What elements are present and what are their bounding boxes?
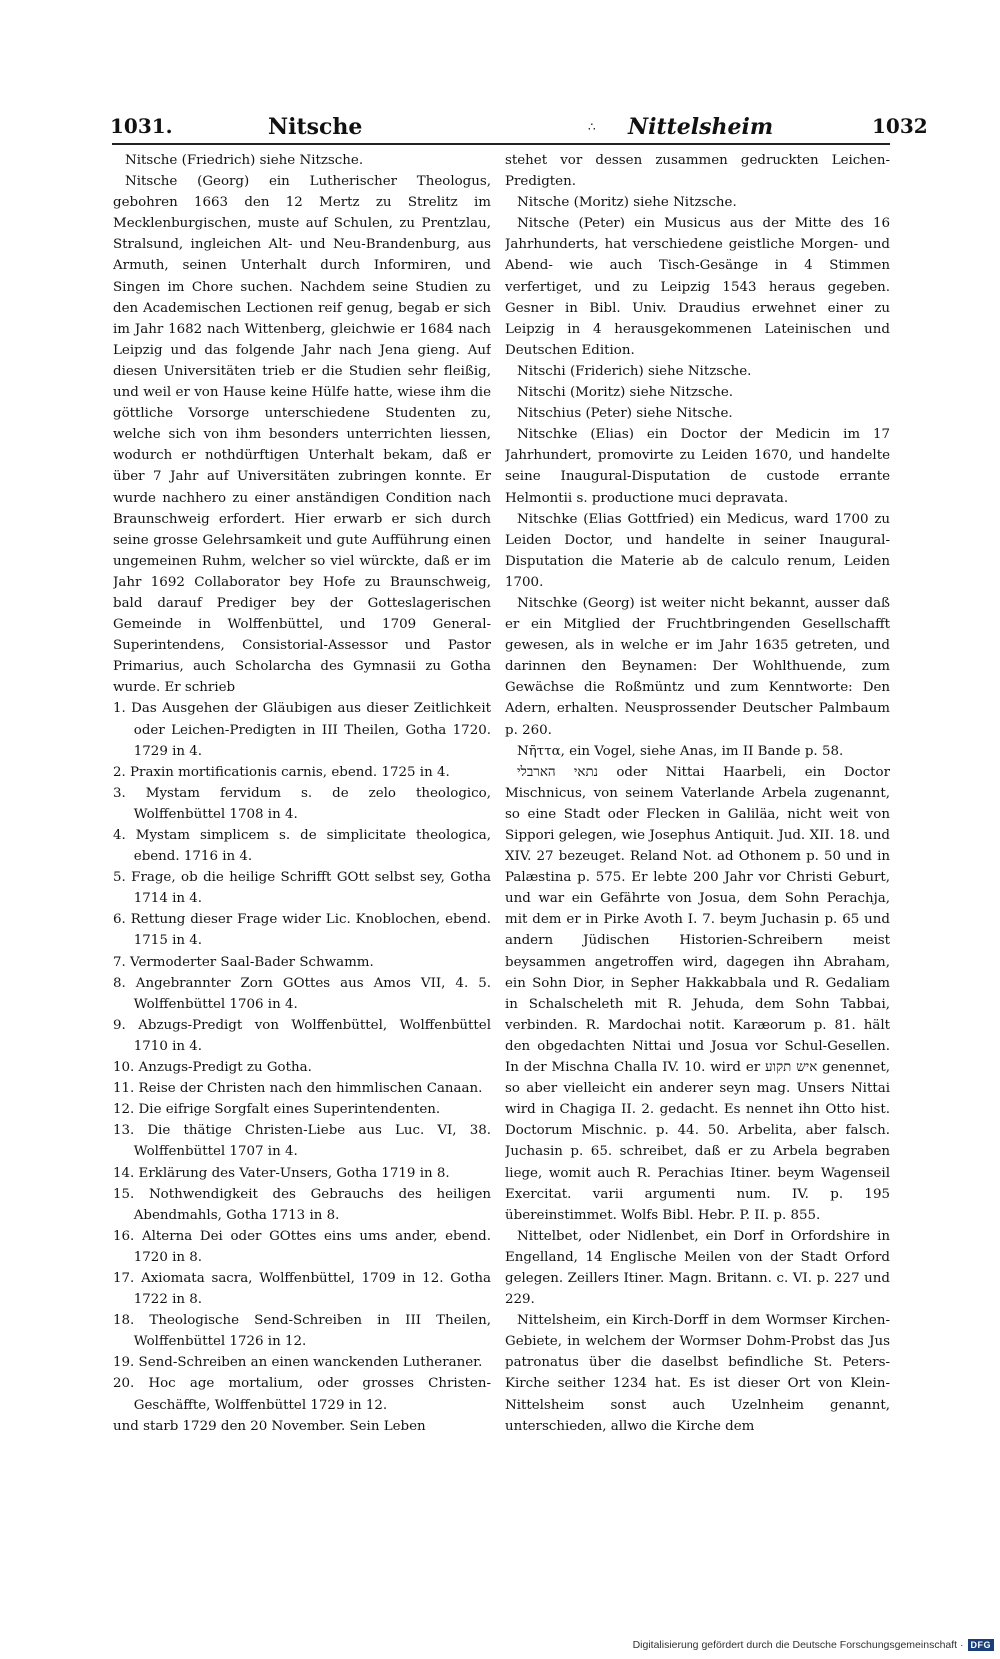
entry-paragraph: Nitschius (Peter) siehe Nitsche.: [517, 406, 733, 422]
entry-paragraph: Nitschke (Elias) ein Doctor der Medicin im 17 Jahrhundert, promovirte zu Leiden 1670, und handelte seine Inaugural-Disputation de custode errante Helmontii s. productione muci depravata.: [505, 427, 890, 506]
running-headword-right: Nittelsheim: [628, 114, 774, 140]
entry-paragraph: Nitsche (Friedrich) siehe Nitzsche.: [125, 153, 364, 168]
work-list-item: 8. Angebrannter Zorn GOttes aus Amos VII, 4. 5. Wolffenbüttel 1706 in 4.: [113, 975, 491, 1012]
entry-paragraph: Νῆττα, ein Vogel, siehe Anas, im II Bande p. 58.: [517, 743, 844, 759]
work-list-item: 10. Anzugs-Predigt zu Gotha.: [113, 1060, 312, 1076]
entry-paragraph: Nitschke (Georg) ist weiter nicht bekannt, ausser daß er ein Mitglied der Fruchtbringenden Gesellschafft gewesen, als in welche er im Jahr 1635 getreten, und darinnen den Beynamen: Der Wohlthuende, zum Gewächse die Roßmüntz und zum Kenntworte: Den Adern, erhalten. Neusprossender Deutscher Palmbaum p. 260.: [505, 595, 890, 738]
entry-paragraph: Nittelsheim, ein Kirch-Dorff in dem Wormser Kirchen-Gebiete, in welchem der Wormser Dohm-Probst das Jus patronatus über die daselbst befindliche St. Peters-Kirche seither 1234 hat. Es ist dieser Ort von Klein-Nittelsheim sonst auch Uzelnheim genannt, unterschieden, allwo die Kirche dem: [505, 1313, 890, 1434]
work-list-item: 1. Das Ausgehen der Gläubigen aus dieser Zeitlichkeit oder Leichen-Predigten in III Theilen, Gotha 1720. 1729 in 4.: [113, 701, 491, 759]
work-list-item: 6. Rettung dieser Frage wider Lic. Knoblochen, ebend. 1715 in 4.: [113, 912, 491, 949]
right-column: [505, 150, 890, 1570]
entry-paragraph: נתאי הארבלי oder Nittai Haarbeli, ein Doctor Mischnicus, von seinem Vaterlande Arbela zugenannt, so eine Stadt oder Flecken in Galiläa, nicht weit von Sippori gelegen, wie Josephus Antiquit. Jud. XII. 18. und XIV. 27 bezeuget. Reland Not. ad Othonem p. 50 und in Palæstina p. 575. Er lebte 200 Jahr vor Christi Geburt, und war ein Gefährte von Josua, dem Sohn Perachja, mit dem er in Pirke Avoth I. 7. beym Juchasin p. 65 und andern Jüdischen Historien-Schreibern meist beysammen angetroffen wird, dagegen ihn Abraham, ein Sohn Dior, in Sepher Hakkabbala und R. Gedaliam in Schalscheleth mit R. Jehuda, dem Sohn Tabbai, verbinden. R. Mardochai notit. Karæorum p. 81. hält den obgedachten Nittai und Josua vor Schul-Gesellen. In der Mischna Challa IV. 10. wird er איש תקוע genennet, so aber vielleicht ein anderer seyn mag. Unsers Nittai wird in Chagiga II. 2. gedacht. Es nennet ihn Otto hist. Doctorum Mischnic. p. 44. 50. Arbelita, aber falsch. Juchasin p. 65. schreibet, daß er zu Arbela begraben liege, womit auch R. Perachias Itiner. beym Wagenseil Exercitat. varii argumenti num. IV. p. 195 übereinstimmet. Wolfs Bibl. Hebr. P. II. p. 855.: [505, 764, 890, 1223]
work-list-item: 18. Theologische Send-Schreiben in III Theilen, Wolffenbüttel 1726 in 12.: [113, 1313, 491, 1350]
entry-paragraph: Nitsche (Moritz) siehe Nitzsche.: [517, 195, 737, 211]
running-headword-left: Nitsche: [268, 114, 363, 140]
work-list-item: 15. Nothwendigkeit des Gebrauchs des heiligen Abendmahls, Gotha 1713 in 8.: [113, 1186, 491, 1223]
work-list-item: 9. Abzugs-Predigt von Wolffenbüttel, Wolffenbüttel 1710 in 4.: [113, 1017, 491, 1054]
entry-paragraph: Nitschi (Moritz) siehe Nitzsche.: [517, 385, 734, 401]
page-number-right: 1032: [872, 114, 928, 138]
work-list-item: 12. Die eifrige Sorgfalt eines Superintendenten.: [113, 1102, 441, 1118]
entry-paragraph: Nitsche (Peter) ein Musicus aus der Mitte des 16 Jahrhunderts, hat verschiedene geistliche Morgen- und Abend- wie auch Tisch-Gesänge in 4 Stimmen verfertiget, und zu Leipzig 1543 heraus gegeben. Gesner in Bibl. Univ. Draudius erwehnet einer zu Leipzig in 4 herausgekommenen Lateinischen und Deutschen Edition.: [505, 216, 890, 358]
header-ornament: ∴: [588, 120, 596, 134]
dfg-logo: DFG: [968, 1639, 995, 1651]
header-rule: [112, 143, 890, 145]
page-number-left: 1031.: [110, 114, 173, 138]
funding-credit: Digitalisierung gefördert durch die Deutsche Forschungsgemeinschaft ·: [632, 1639, 964, 1651]
digitization-footer: [633, 1637, 994, 1653]
work-list-item: 5. Frage, ob die heilige Schrifft GOtt selbst sey, Gotha 1714 in 4.: [113, 870, 491, 907]
entry-continuation: stehet vor dessen zusammen gedruckten Leichen-Predigten.: [505, 153, 890, 190]
entry-paragraph: Nitschke (Elias Gottfried) ein Medicus, ward 1700 zu Leiden Doctor, und handelte in seiner Inaugural-Disputation die Materie ab de calculo renum, Leiden 1700.: [505, 511, 890, 590]
work-list-item: 14. Erklärung des Vater-Unsers, Gotha 1719 in 8.: [113, 1165, 450, 1181]
work-list-item: 4. Mystam simplicem s. de simplicitate theologica, ebend. 1716 in 4.: [113, 828, 491, 865]
entry-paragraph: Nittelbet, oder Nidlenbet, ein Dorf in Orfordshire in Engelland, 14 Englische Meilen von der Stadt Orford gelegen. Zeillers Itiner. Magn. Britann. c. VI. p. 227 und 229.: [505, 1228, 890, 1308]
work-list-item: 20. Hoc age mortalium, oder grosses Christen-Geschäffte, Wolffenbüttel 1729 in 12.: [113, 1376, 491, 1413]
page-header: [110, 108, 928, 144]
left-column: [113, 150, 491, 1570]
work-list-item: 17. Axiomata sacra, Wolffenbüttel, 1709 in 12. Gotha 1722 in 8.: [113, 1270, 491, 1308]
work-list-item: 3. Mystam fervidum s. de zelo theologico, Wolffenbüttel 1708 in 4.: [113, 785, 491, 822]
work-list-item: 19. Send-Schreiben an einen wanckenden Lutheraner.: [113, 1355, 483, 1371]
entry-paragraph: Nitschi (Friderich) siehe Nitzsche.: [517, 363, 752, 379]
entry-paragraph: Nitsche (Georg) ein Lutherischer Theologus, gebohren 1663 den 12 Mertz zu Strelitz im Mecklenburgischen, muste auf Schulen, zu Prentzlau, Stralsund, ingleichen Alt- und Neu-Brandenburg, aus Armuth, seinen Unterhalt durch Informiren, und Singen im Chore suchen. Nachdem seine Studien zu den Academischen Lectionen reif genug, begab er sich im Jahr 1682 nach Wittenberg, gleichwie er 1684 nach Leipzig und das folgende Jahr nach Jena gieng. Auf diesen Universitäten trieb er die Studien sehr fleißig, und weil er von Hause keine Hülfe hatte, wiese ihm die göttliche Vorsorge unterschiedene Studenten zu, welche sich von ihm besonders unterrichten liessen, wodurch er nothdürftigen Unterhalt bekam, daß er über 7 Jahr auf Universitäten zubringen konnte. Er wurde nachhero zu einer anständigen Condition nach Braunschweig erfordert. Hier erwarb er sich durch seine grosse Gelehrsamkeit und gute Aufführung einen ungemeinen Ruhm, welcher so viel würckte, daß er im Jahr 1692 Collaborator bey Hofe zu Braunschweig, bald darauf Prediger bey der Gotteslagerischen Gemeinde in Wolffenbüttel, und 1709 General-Superintendens, Consistorial-Assessor und Pastor Primarius, auch Scholarcha des Gymnasii zu Gotha wurde. Er schrieb: [113, 174, 491, 696]
work-list-item: 13. Die thätige Christen-Liebe aus Luc. VI, 38. Wolffenbüttel 1707 in 4.: [113, 1123, 491, 1160]
entry-continuation: und starb 1729 den 20 November. Sein Leben: [113, 1418, 426, 1434]
work-list-item: 11. Reise der Christen nach den himmlischen Canaan.: [113, 1081, 483, 1097]
work-list-item: 2. Praxin mortificationis carnis, ebend. 1725 in 4.: [113, 764, 450, 780]
work-list-item: 16. Alterna Dei oder GOttes eins ums ander, ebend. 1720 in 8.: [113, 1228, 491, 1265]
work-list-item: 7. Vermoderter Saal-Bader Schwamm.: [113, 954, 374, 970]
